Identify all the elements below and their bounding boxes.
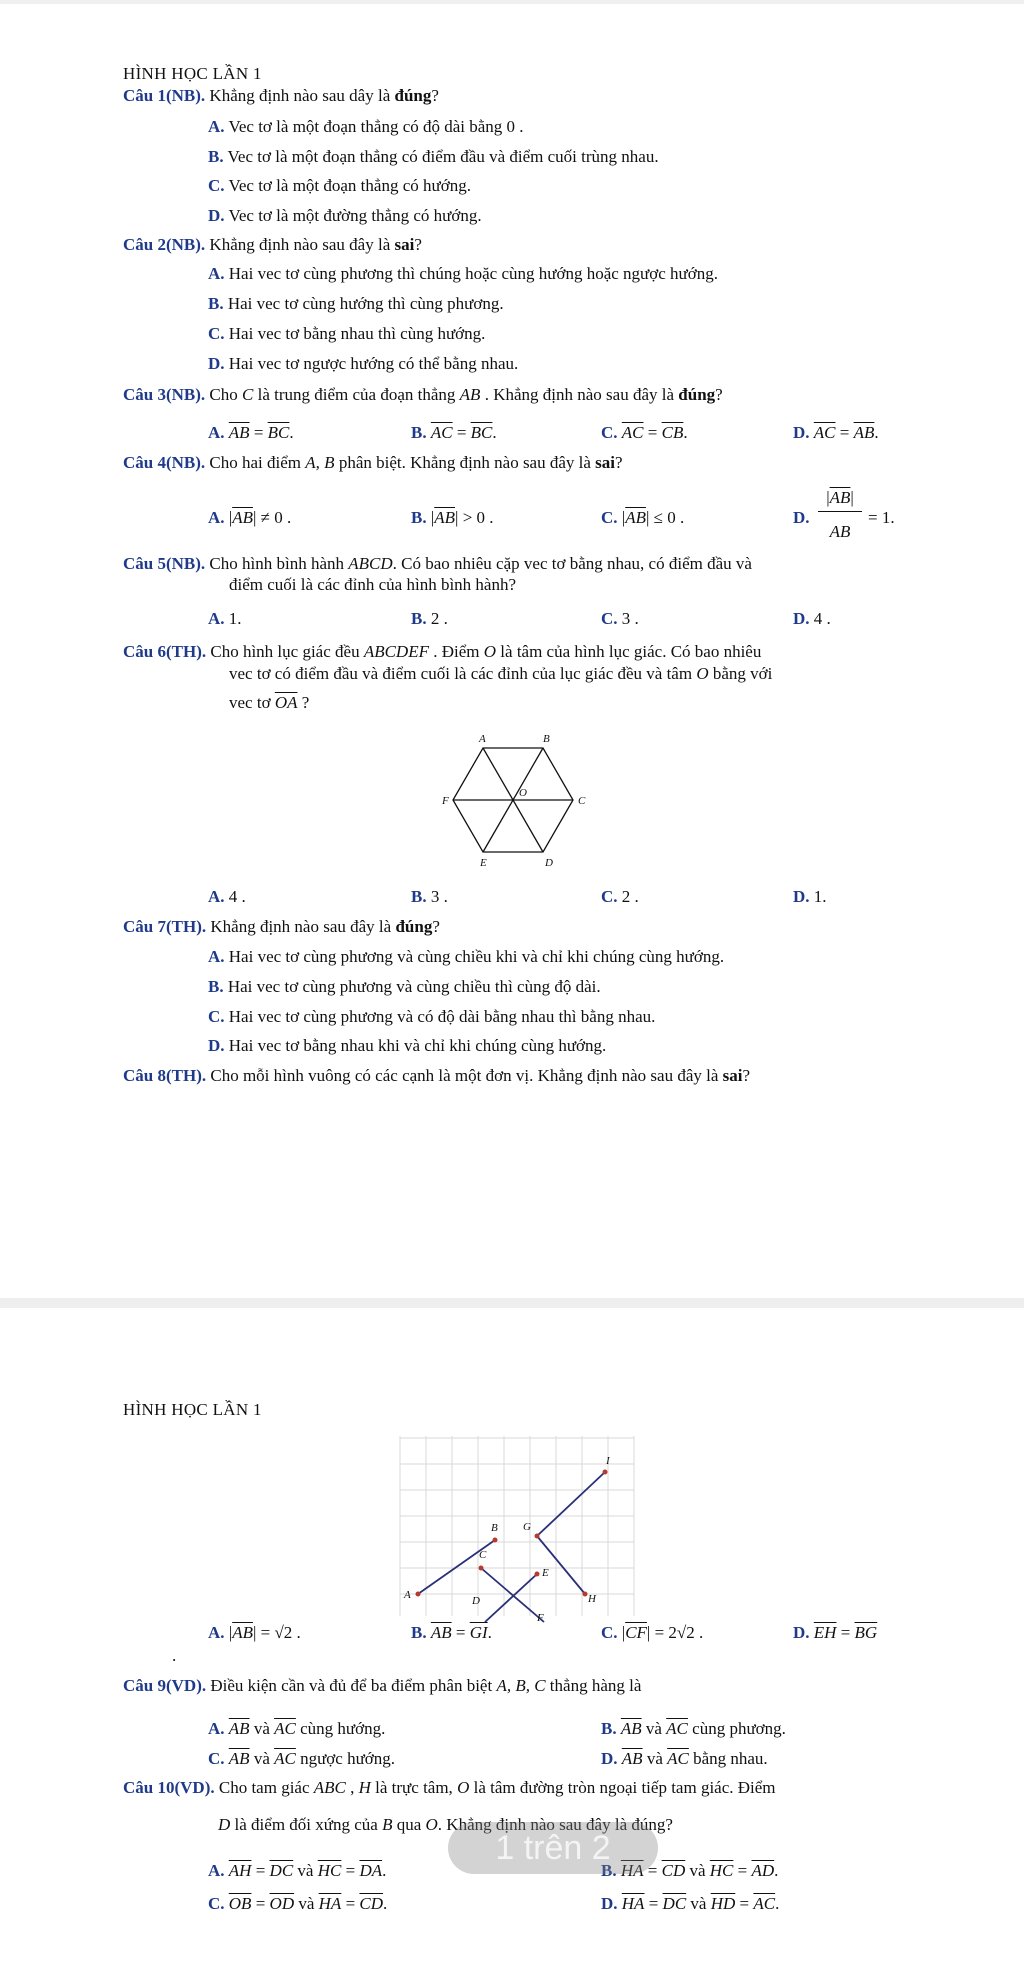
q3-option-b[interactable]: B. $\overline{AC} = \overline{BC}$. bbox=[411, 423, 497, 442]
question-4-stem: Câu 4(NB). Cho hai điểm A, B phân biệt. Khẳng định nào sau đây là sai? bbox=[123, 453, 623, 472]
question-8-stem: Câu 8(TH). Cho mỗi hình vuông có các cạnh là một đơn vị. Khẳng định nào sau đây là sai? bbox=[123, 1066, 751, 1085]
grid-label-d: D bbox=[472, 1595, 480, 1607]
q7-option-b[interactable]: B. Hai vec tơ cùng phương và cùng chiều thì cùng độ dài. bbox=[208, 977, 601, 996]
q9-option-c[interactable]: C. $\overline{AB}$ và $\overline{AC}$ ngược hướng. bbox=[208, 1749, 396, 1768]
hexagon-label-f: F bbox=[442, 795, 449, 807]
question-5-stem: Câu 5(NB). Cho hình bình hành ABCD. Có bao nhiêu cặp vec tơ bằng nhau, có điểm đầu và bbox=[123, 554, 752, 573]
question-3-stem: Câu 3(NB). Cho C là trung điểm của đoạn thẳng AB . Khẳng định nào sau đây là đúng? bbox=[123, 385, 723, 404]
q1-option-b[interactable]: B. Vec tơ là một đoạn thẳng có điểm đầu và điểm cuối trùng nhau. bbox=[208, 147, 659, 166]
question-2-stem: Câu 2(NB). Khẳng định nào sau đây là sai? bbox=[123, 235, 422, 254]
q4-option-b[interactable]: B. $|\overline{AB}| > 0$ . bbox=[411, 508, 494, 527]
q5-option-c[interactable]: C. 3 . bbox=[601, 609, 639, 628]
q6-option-a[interactable]: A. 4 . bbox=[208, 887, 246, 906]
grid-label-c: C bbox=[479, 1549, 487, 1561]
q5-option-d[interactable]: D. 4 . bbox=[793, 609, 831, 628]
q6-option-b[interactable]: B. 3 . bbox=[411, 887, 448, 906]
question-10-stem: Câu 10(VD). Cho tam giác ABC , H là trực tâm, O là tâm đường tròn ngoại tiếp tam giác. Điểm bbox=[123, 1778, 776, 1797]
q10-option-c[interactable]: C. $\overline{OB} = \overline{OD}$ và $\overline{HA} = \overline{CD}$. bbox=[208, 1894, 388, 1913]
question-5-stem-line2: điểm cuối là các đỉnh của hình bình hành? bbox=[229, 575, 517, 594]
question-6-stem-line3: vec tơ $\overline{OA}$ ? bbox=[229, 693, 310, 712]
grid-label-h: H bbox=[588, 1593, 596, 1605]
grid-label-e: E bbox=[542, 1567, 549, 1579]
q8-option-b[interactable]: B. $\overline{AB} = \overline{GI}$. bbox=[411, 1623, 492, 1642]
q7-option-a[interactable]: A. Hai vec tơ cùng phương và cùng chiều khi và chỉ khi chúng cùng hướng. bbox=[208, 947, 725, 966]
hexagon-label-a: A bbox=[479, 733, 486, 745]
grid-label-i: I bbox=[606, 1455, 610, 1467]
q8-option-a[interactable]: A. $|\overline{AB}| = √2$ . bbox=[208, 1623, 301, 1642]
q5-option-b[interactable]: B. 2 . bbox=[411, 609, 448, 628]
q5-option-a[interactable]: A. 1. bbox=[208, 609, 242, 628]
q1-option-c[interactable]: C. Vec tơ là một đoạn thẳng có hướng. bbox=[208, 176, 471, 195]
hexagon-figure bbox=[440, 730, 590, 875]
hexagon-label-b: B bbox=[543, 733, 550, 745]
grid-label-g: G bbox=[523, 1521, 531, 1533]
q10-option-b[interactable]: B. $\overline{HA} = \overline{CD}$ và $\overline{HC} = \overline{AD}$. bbox=[601, 1861, 779, 1880]
hexagon-label-o: O bbox=[519, 787, 527, 799]
q2-option-c[interactable]: C. Hai vec tơ bằng nhau thì cùng hướng. bbox=[208, 324, 486, 343]
hexagon-label-d: D bbox=[545, 857, 553, 869]
q9-option-b[interactable]: B. $\overline{AB}$ và $\overline{AC}$ cùng phương. bbox=[601, 1719, 786, 1738]
q8-option-c[interactable]: C. $|\overline{CF}| = 2√2$ . bbox=[601, 1623, 704, 1642]
stray-dot: . bbox=[172, 1646, 177, 1665]
question-9-stem: Câu 9(VD). Điều kiện cần và đủ để ba điểm phân biệt A, B, C thẳng hàng là bbox=[123, 1676, 642, 1695]
q7-option-d[interactable]: D. Hai vec tơ bằng nhau khi và chỉ khi chúng cùng hướng. bbox=[208, 1036, 607, 1055]
q2-option-d[interactable]: D. Hai vec tơ ngược hướng có thể bằng nhau. bbox=[208, 354, 519, 373]
q4-option-c[interactable]: C. $|\overline{AB}| \le 0$ . bbox=[601, 508, 685, 527]
hexagon-label-e: E bbox=[480, 857, 487, 869]
q8-option-d[interactable]: D. $\overline{EH} = \overline{BG}$ bbox=[793, 1623, 878, 1642]
question-6-stem: Câu 6(TH). Cho hình lục giác đều ABCDEF . Điểm O là tâm của hình lục giác. Có bao nhiêu bbox=[123, 642, 762, 661]
q9-option-d[interactable]: D. $\overline{AB}$ và $\overline{AC}$ bằng nhau. bbox=[601, 1749, 768, 1768]
question-1-stem: Câu 1(NB). Khẳng định nào sau dây là đúng? bbox=[123, 86, 439, 105]
question-10-stem-line2: D là điểm đối xứng của B qua O. Khẳng định nào sau đây là đúng? bbox=[218, 1815, 673, 1834]
grid-label-a: A bbox=[404, 1589, 411, 1601]
grid-label-b: B bbox=[491, 1522, 498, 1534]
q3-option-c[interactable]: C. $\overline{AC} = \overline{CB}$. bbox=[601, 423, 688, 442]
q6-option-c[interactable]: C. 2 . bbox=[601, 887, 639, 906]
q4-option-a[interactable]: A. $|\overline{AB}| \ne 0$ . bbox=[208, 508, 292, 527]
grid-figure bbox=[392, 1426, 647, 1624]
grid-label-f: F bbox=[537, 1612, 544, 1624]
hexagon-label-c: C bbox=[578, 795, 586, 807]
page-header: HÌNH HỌC LẦN 1 bbox=[123, 1400, 262, 1419]
q2-option-b[interactable]: B. Hai vec tơ cùng hướng thì cùng phương. bbox=[208, 294, 504, 313]
q2-option-a[interactable]: A. Hai vec tơ cùng phương thì chúng hoặc cùng hướng hoặc ngược hướng. bbox=[208, 264, 719, 283]
page-separator bbox=[0, 1298, 1024, 1308]
page-indicator-overlay: 1 trên 2 bbox=[448, 1822, 658, 1874]
page-1: HÌNH HỌC LẦN 1 Câu 1(NB). Khẳng định nào sau dây là đúng? A. Vec tơ là một đoạn thẳng có độ dài bằng 0 . B. Vec tơ là một đoạn thẳng có điểm đầu và điểm cuối trùng nhau. C. Vec tơ là một đoạn thẳng có hướng. D. Vec tơ là một đường thẳng có hướng. Câu 2(NB). Khẳng định nào sau đây là sai? A. Hai vec tơ cùng phương thì chúng hoặc cùng hướng hoặc ngược hướng. B. Hai vec tơ cùng hướng thì cùng phương. C. Hai vec tơ bằng nhau thì cùng hướng. D. Hai vec tơ ngược hướng có thể bằng nhau. Câu 3(NB). Cho C là trung điểm của đoạn thẳng AB . Khẳng định nào sau đây là đúng? A. $\overline{AB} = \overline{BC}$. B. $\overline{AC} = \overline{BC}$. C. $\overline{AC} = \overline{CB}$. D. $\overline{AC} = \overline{AB}$. Câu 4(NB). Cho hai điểm A, B phân biệt. Khẳng định nào sau đây là sai? A. $|\overline{AB}| \ne 0$ . B. $|\overline{AB}| > 0$ . C. $|\overline{AB}| \le 0$ . D. $|\overline{AB}|$ AB = 1. Câu 5(NB). Cho hình bình hành ABCD. Có bao nhiêu cặp vec tơ bằng nhau, có điểm đầu và điểm cuối là các đỉnh của hình bình hành? A. 1. B. 2 . C. 3 . D. 4 . Câu 6(TH). Cho hình lục giác đều ABCDEF . Điểm O là tâm của hình lục giác. Có bao nhiêu vec tơ có điểm đầu và điểm cuối là các đỉnh của lục giác đều và tâm O bằng với vec tơ $\overline{OA}$ ? A B C D E F O A. 4 . B. 3 . C. 2 . D. 1. Câu 7(TH). Khẳng định nào sau đây là đúng? A. Hai vec tơ cùng phương và cùng chiều khi và chỉ khi chúng cùng hướng. B. Hai vec tơ cùng phương và cùng chiều thì cùng độ dài. C. Hai vec tơ cùng phương và có độ dài bằng nhau thì bằng nhau. D. Hai vec tơ bằng nhau khi và chỉ khi chúng cùng hướng. Câu 8(TH). Cho mỗi hình vuông có các cạnh là một đơn vị. Khẳng định nào sau đây là sai? bbox=[123, 64, 895, 1085]
q3-option-d[interactable]: D. $\overline{AC} = \overline{AB}$. bbox=[793, 423, 879, 442]
question-6-stem-line2: vec tơ có điểm đầu và điểm cuối là các đỉnh của lục giác đều và tâm O bằng với bbox=[229, 664, 773, 683]
q1-option-a[interactable]: A. Vec tơ là một đoạn thẳng có độ dài bằng 0 . bbox=[208, 117, 524, 136]
q9-option-a[interactable]: A. $\overline{AB}$ và $\overline{AC}$ cùng hướng. bbox=[208, 1719, 386, 1738]
question-7-stem: Câu 7(TH). Khẳng định nào sau đây là đúng? bbox=[123, 917, 440, 936]
page-header: HÌNH HỌC LẦN 1 bbox=[123, 64, 262, 83]
q1-option-d[interactable]: D. Vec tơ là một đường thẳng có hướng. bbox=[208, 206, 482, 225]
q6-option-d[interactable]: D. 1. bbox=[793, 887, 827, 906]
q10-option-d[interactable]: D. $\overline{HA} = \overline{DC}$ và $\overline{HD} = \overline{AC}$. bbox=[601, 1894, 780, 1913]
q3-option-a[interactable]: A. $\overline{AB} = \overline{BC}$. bbox=[208, 423, 294, 442]
q10-option-a[interactable]: A. $\overline{AH} = \overline{DC}$ và $\overline{HC} = \overline{DA}$. bbox=[208, 1861, 387, 1880]
q7-option-c[interactable]: C. Hai vec tơ cùng phương và có độ dài bằng nhau thì bằng nhau. bbox=[208, 1007, 656, 1026]
